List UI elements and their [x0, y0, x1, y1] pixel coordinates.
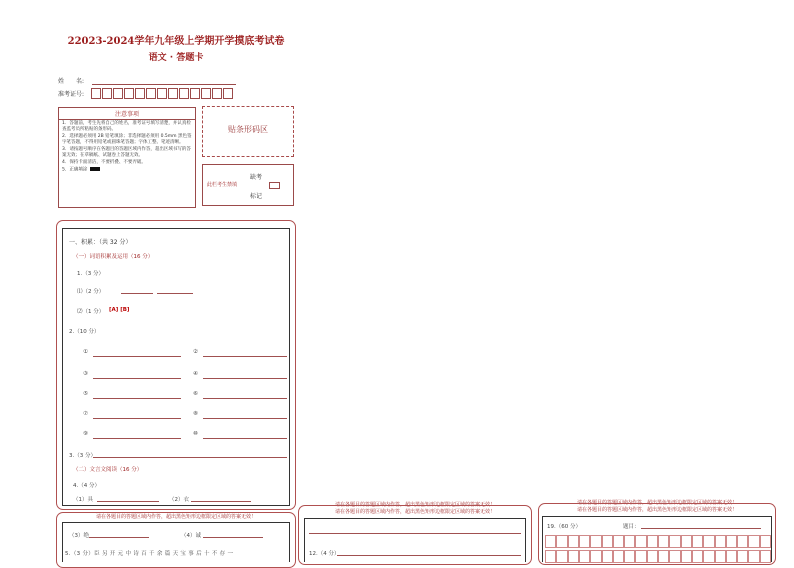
composition-grid-cell[interactable] [681, 550, 692, 563]
q2-blank[interactable] [93, 438, 181, 439]
notice-item: 4．保持卡面清洁，不要折叠、不要弄破。 [62, 160, 146, 165]
q1a-label: ⑴（2 分） [77, 289, 105, 295]
q2-label: 2.（10 分） [69, 329, 100, 335]
composition-grid-cell[interactable] [602, 550, 613, 563]
q2-blank[interactable] [93, 418, 181, 419]
composition-grid-cell[interactable] [715, 535, 726, 548]
composition-grid-cell[interactable] [568, 535, 579, 548]
section1-heading: 一、积累：（共 32 分） [69, 239, 132, 246]
composition-grid-cell[interactable] [748, 550, 759, 563]
q3-label: 3.（3 分） [69, 453, 96, 459]
composition-grid-cell[interactable] [760, 535, 771, 548]
composition-grid-cell[interactable] [715, 550, 726, 563]
notice-item: 2．选择题必须用 2B 铅笔填涂；非选择题必须用 0.5mm 黑色签字笔答题，不得用铅笔或圆珠笔答题；字体工整、笔迹清晰。 [62, 134, 192, 145]
absent-marker-box [202, 164, 294, 206]
composition-grid-cell[interactable] [692, 550, 703, 563]
composition-grid-cell[interactable] [579, 535, 590, 548]
composition-grid-cell[interactable] [545, 535, 556, 548]
q2-blank-num: ⑧ [193, 411, 198, 417]
notice-item: 5．正确填涂 [62, 167, 192, 174]
q1-label: 1.（3 分） [77, 271, 104, 277]
ticket-number-cells[interactable] [91, 88, 234, 99]
composition-grid-cell[interactable] [748, 535, 759, 548]
warning-banner: 请在各题目的答题区域内作答，超出黑色矩形边框限定区域的答案无效！ [576, 507, 737, 513]
absent-bottom-label: 标记 [250, 193, 263, 200]
q1a-answer-1[interactable] [121, 293, 153, 294]
composition-grid-cell[interactable] [658, 535, 669, 548]
q4c-label: （3）绝 [69, 533, 89, 539]
composition-grid-cell[interactable] [703, 550, 714, 563]
composition-grid-cell[interactable] [545, 550, 556, 563]
answer-region-2 [62, 522, 290, 562]
q2-blank-num: ⑦ [83, 411, 88, 417]
q2-blank[interactable] [93, 378, 181, 379]
composition-grid-cell[interactable] [669, 550, 680, 563]
composition-grid-cell[interactable] [635, 535, 646, 548]
answer-region-4 [542, 516, 772, 562]
barcode-label: 贴条形码区 [228, 125, 268, 134]
composition-grid-cell[interactable] [726, 535, 737, 548]
q2-blank-num: ④ [193, 371, 198, 377]
composition-grid-cell[interactable] [602, 535, 613, 548]
q11-answer-line[interactable] [309, 533, 521, 534]
q2-blank[interactable] [93, 356, 181, 357]
composition-grid-cell[interactable] [669, 535, 680, 548]
q1b-choice[interactable]: [A] [B] [109, 307, 130, 313]
q2-blank[interactable] [203, 378, 287, 379]
q4a-answer[interactable] [97, 501, 159, 502]
q4d-answer[interactable] [203, 537, 263, 538]
q1a-answer-2[interactable] [157, 293, 193, 294]
exam-subtitle: 语文 · 答题卡 [148, 53, 204, 63]
q4c-answer[interactable] [89, 537, 149, 538]
q2-blank-num: ② [193, 349, 198, 355]
warning-banner: 请在各题目的答题区域内作答，超出黑色矩形边框限定区域的答案无效！ [95, 514, 256, 520]
composition-grid-cell[interactable] [658, 550, 669, 563]
q4-label: 4.（4 分） [73, 483, 100, 489]
q4b-answer[interactable] [191, 501, 251, 502]
q2-blank[interactable] [203, 356, 287, 357]
composition-grid-cell[interactable] [568, 550, 579, 563]
composition-grid-cell[interactable] [624, 550, 635, 563]
notice-box [58, 107, 196, 208]
composition-grid-cell[interactable] [647, 550, 658, 563]
warning-banner: 请在各题目的答题区域内作答，超出黑色矩形边框限定区域的答案无效！ [576, 500, 737, 506]
composition-grid-cell[interactable] [556, 550, 567, 563]
composition-grid-cell[interactable] [613, 550, 624, 563]
q2-blank[interactable] [203, 438, 287, 439]
composition-grid-cell[interactable] [590, 535, 601, 548]
composition-grid-cell[interactable] [624, 535, 635, 548]
composition-grid-cell[interactable] [737, 550, 748, 563]
q4a-label: （1）具 [73, 497, 93, 503]
composition-grid-cell[interactable] [613, 535, 624, 548]
q2-blank-num: ⑨ [83, 431, 88, 437]
warning-banner: 请在各题目的答题区域内作答，超出黑色矩形边框限定区域的答案无效！ [334, 502, 495, 508]
composition-grid-cell[interactable] [726, 550, 737, 563]
notice-heading: 注意事项 [59, 108, 195, 120]
q12-answer[interactable] [337, 555, 521, 556]
q19-label: 19.（60 分） [547, 524, 581, 530]
q1b-label: ⑵（1 分） [77, 309, 105, 315]
q2-blank[interactable] [203, 398, 287, 399]
absent-checkbox[interactable] [269, 182, 280, 189]
composition-grid-cell[interactable] [703, 535, 714, 548]
absent-top-label: 缺考 [250, 174, 263, 181]
composition-topic-field[interactable] [641, 528, 761, 529]
composition-grid-cell[interactable] [647, 535, 658, 548]
section1-sub1: （一）词语积累及运用（16 分） [73, 254, 154, 260]
q2-blank-num: ⑥ [193, 391, 198, 397]
q2-blank-num: ⑤ [83, 391, 88, 397]
composition-grid-cell[interactable] [760, 550, 771, 563]
ticket-label: 准考证号: [58, 91, 85, 98]
composition-grid-cell[interactable] [556, 535, 567, 548]
exam-title: 22023-2024学年九年级上学期开学摸底考试卷 [67, 36, 285, 47]
filled-mark-icon [90, 167, 100, 171]
q4b-label: （2）衣 [169, 497, 189, 503]
composition-grid[interactable] [545, 535, 771, 563]
composition-grid-cell[interactable] [590, 550, 601, 563]
name-label: 姓 名: [58, 78, 85, 85]
composition-grid-cell[interactable] [737, 535, 748, 548]
composition-topic-label: 题目： [623, 524, 640, 530]
q2-blank[interactable] [93, 398, 181, 399]
q2-blank[interactable] [203, 418, 287, 419]
q2-blank-num: ⑩ [193, 431, 198, 437]
notice-item: 3．请按题号顺序在各题目的答题区域内作答，超出区域书写的答案无效；在草稿纸、试题卷上答题无效。 [62, 147, 191, 158]
q4d-label: （4）诚 [181, 533, 201, 539]
composition-grid-cell[interactable] [579, 550, 590, 563]
q2-blank-num: ③ [83, 371, 88, 377]
q5-text: 5.（3 分）臣 另 开 元 中 诗 百 千 余 篇 天 宝 事 后 十 不 存 一 [65, 551, 234, 557]
absent-no-fill-label: 此栏考生禁填 [207, 182, 238, 188]
section1-sub2: （二）文言文阅读（16 分） [73, 467, 143, 473]
q3-answer[interactable] [93, 457, 287, 458]
composition-grid-cell[interactable] [635, 550, 646, 563]
barcode-area [202, 106, 294, 157]
composition-grid-cell[interactable] [692, 535, 703, 548]
name-field[interactable] [92, 84, 236, 85]
q2-blank-num: ① [83, 349, 88, 355]
composition-grid-cell[interactable] [681, 535, 692, 548]
q12-label: 12.（4 分） [309, 551, 340, 557]
answer-region-1 [62, 228, 290, 506]
warning-banner: 请在各题目的答题区域内作答，超出黑色矩形边框限定区域的答案无效！ [334, 509, 495, 515]
notice-item: 1．答题前，考生先将自己的姓名，准考证号填写清楚，并认真检查监考员所粘贴的条形码。 [62, 121, 191, 132]
answer-region-3 [304, 518, 526, 562]
